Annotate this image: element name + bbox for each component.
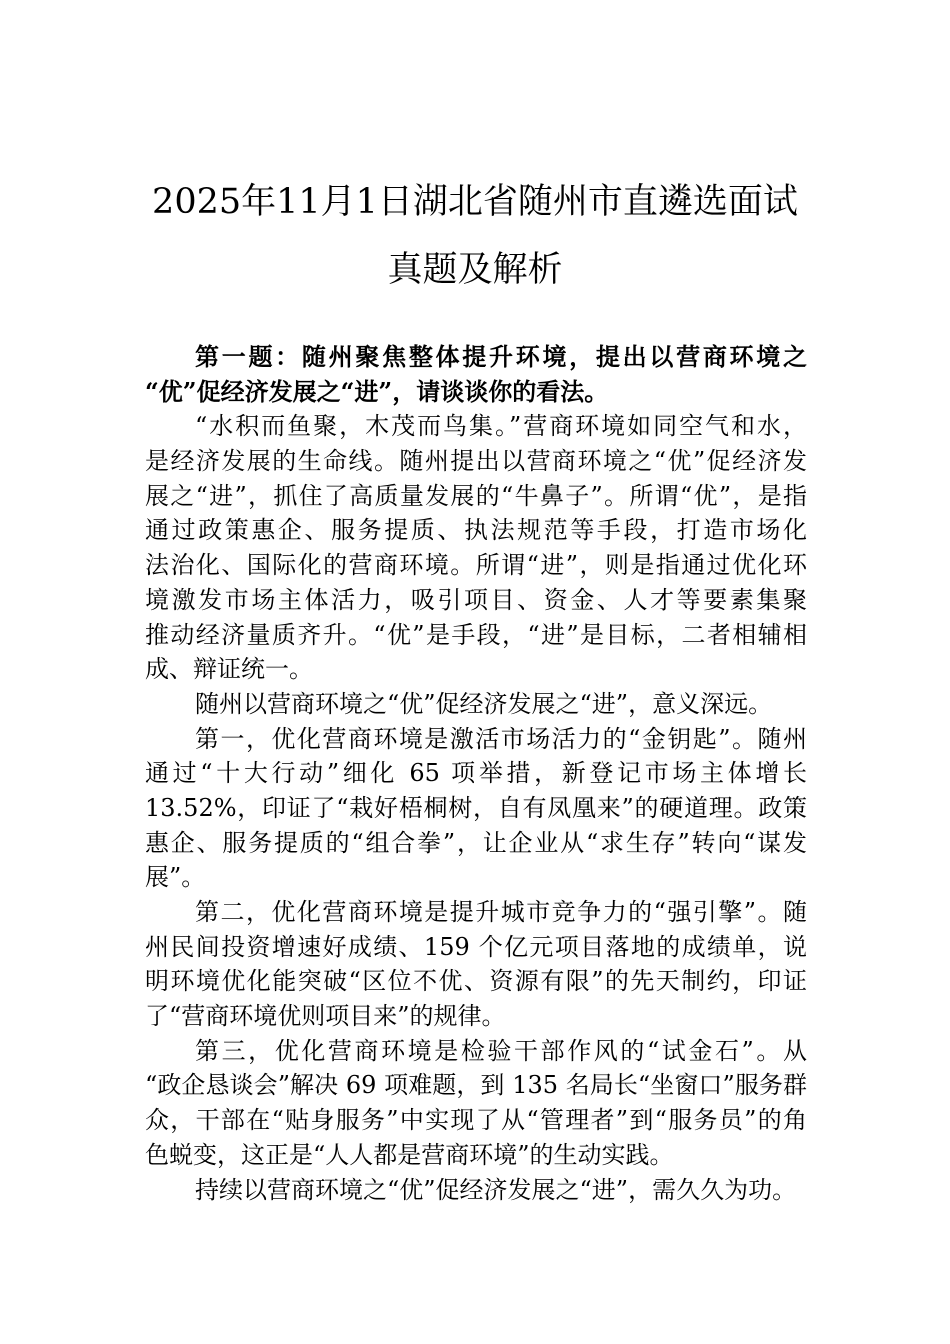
text-line: 众，干部在“贴身服务”中实现了从“管理者”到“服务员”的角 <box>145 1106 807 1135</box>
text-line: 第三，优化营商环境是检验干部作风的“试金石”。从 <box>195 1036 807 1065</box>
text-line: 法治化、国际化的营商环境。所谓“进”，则是指通过优化环 <box>145 551 807 580</box>
text-line: 明环境优化能突破“区位不优、资源有限”的先天制约，印证 <box>145 967 807 996</box>
paragraph <box>145 895 807 1034</box>
text-line: 通过政策惠企、服务提质、执法规范等手段，打造市场化 <box>145 516 807 545</box>
text-line: “优”促经济发展之“进”，请谈谈你的看法。 <box>145 376 609 406</box>
text-line: 13.52%，印证了“栽好梧桐树，自有凤凰来”的硬道理。政策 <box>145 793 807 822</box>
text-line: 成、辩证统一。 <box>145 655 313 684</box>
text-line: 展之“进”，抓住了高质量发展的“牛鼻子”。所谓“优”，是指 <box>145 481 807 510</box>
paragraph <box>145 722 807 895</box>
title-line-2: 真题及解析 <box>387 250 563 290</box>
paragraph <box>145 409 807 687</box>
text-line: 是经济发展的生命线。随州提出以营商环境之“优”促经济发 <box>145 447 807 476</box>
text-line: 州民间投资增速好成绩、159 个亿元项目落地的成绩单，说 <box>145 932 807 961</box>
text-line: 色蜕变，这正是“人人都是营商环境”的生动实践。 <box>145 1140 674 1169</box>
paragraph <box>145 1173 807 1208</box>
text-line: “水积而鱼聚，木茂而鸟集。”营商环境如同空气和水， <box>195 412 807 441</box>
text-line: 推动经济量质齐升。“优”是手段，“进”是目标，二者相辅相 <box>145 620 807 649</box>
text-line: 了“营商环境优则项目来”的规律。 <box>145 1002 506 1031</box>
text-line: 境激发市场主体活力，吸引项目、资金、人才等要素集聚 <box>145 585 807 614</box>
question-paragraph <box>145 340 807 409</box>
text-line: 第二，优化营商环境是提升城市竞争力的“强引擎”。随 <box>195 898 807 926</box>
text-line: 持续以营商环境之“优”促经济发展之“进”，需久久为功。 <box>195 1175 797 1204</box>
text-line: 第一，优化营商环境是激活市场活力的“金钥匙”。随州 <box>195 724 807 753</box>
paragraph <box>145 687 807 722</box>
document-body <box>145 340 807 1207</box>
text-line: 惠企、服务提质的“组合拳”，让企业从“求生存”转向“谋发 <box>145 828 807 857</box>
text-line: 随州以营商环境之“优”促经济发展之“进”，意义深远。 <box>195 689 773 718</box>
text-line: “政企恳谈会”解决 69 项难题，到 135 名局长“坐窗口”服务群 <box>145 1071 807 1100</box>
text-line: 展”。 <box>145 863 206 892</box>
text-line: 通过“十大行动”细化 65 项举措，新登记市场主体增长 <box>145 759 807 788</box>
paragraph <box>145 1034 807 1173</box>
text-line: 第一题：随州聚焦整体提升环境，提出以营商环境之 <box>195 342 807 371</box>
title-line-1: 2025年11月1日湖北省随州市直遴选面试 <box>152 182 798 222</box>
